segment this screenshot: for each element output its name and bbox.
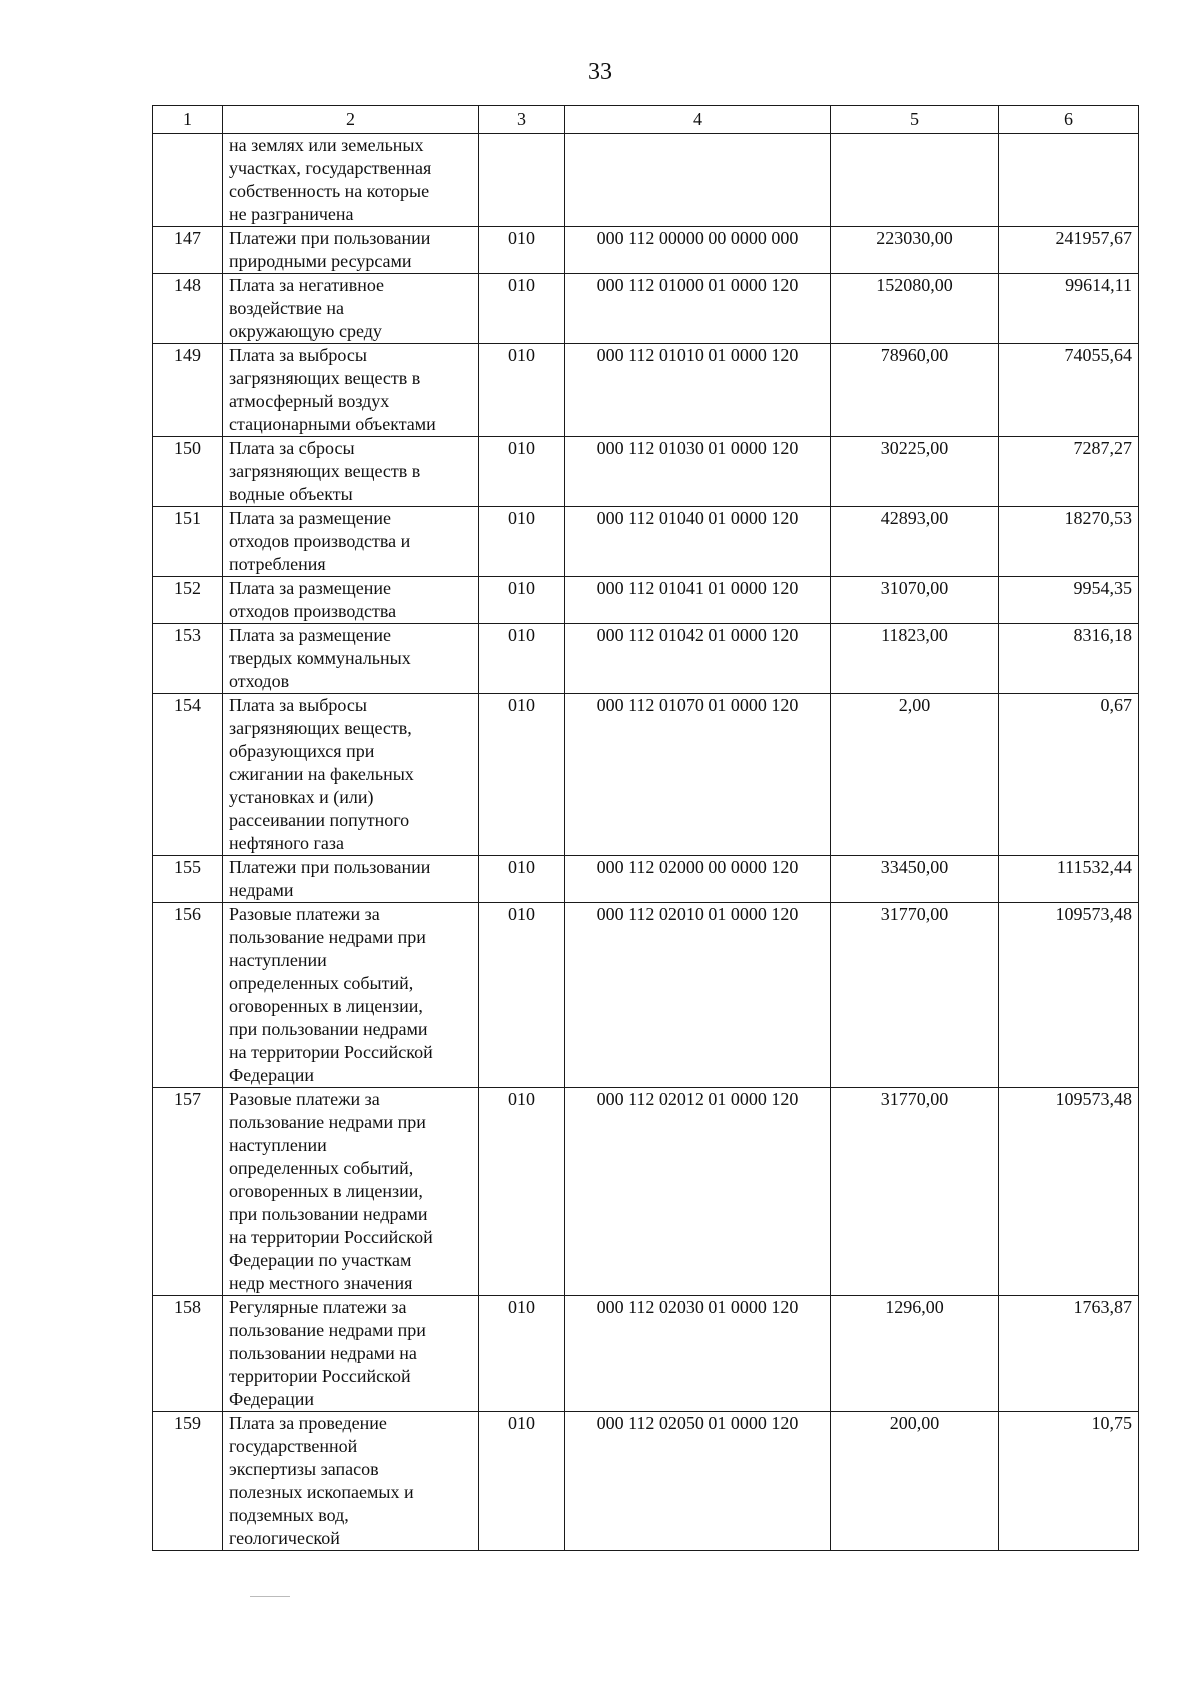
table-row <box>153 134 1139 227</box>
row-name-line: природными ресурсами <box>229 251 412 271</box>
row-name <box>223 577 479 624</box>
row-col5-value: 31770,00 <box>831 1088 999 1296</box>
table-row <box>153 694 1139 856</box>
row-col3-code: 010 <box>479 227 565 274</box>
row-name-line: недрами <box>229 880 294 900</box>
row-col3-code: 010 <box>479 624 565 694</box>
row-col5-value: 33450,00 <box>831 856 999 903</box>
row-name-line: пользовании недрами на <box>229 1343 417 1363</box>
row-name-line: определенных событий, <box>229 1158 414 1178</box>
row-col6-value: 109573,48 <box>999 1088 1139 1296</box>
table-row <box>153 437 1139 507</box>
row-name-line: образующихся при <box>229 741 375 761</box>
row-name-line: на территории Российской <box>229 1227 433 1247</box>
table-header-row <box>153 106 1139 134</box>
row-col6-value: 241957,67 <box>999 227 1139 274</box>
row-budget-code: 000 112 02010 01 0000 120 <box>565 903 831 1088</box>
row-name-line: водные объекты <box>229 484 353 504</box>
row-budget-code: 000 112 02000 00 0000 120 <box>565 856 831 903</box>
row-budget-code: 000 112 02012 01 0000 120 <box>565 1088 831 1296</box>
row-name-line: при пользовании недрами <box>229 1204 428 1224</box>
row-number: 148 <box>153 274 223 344</box>
table-row <box>153 344 1139 437</box>
row-name <box>223 856 479 903</box>
row-name-line: загрязняющих веществ в <box>229 461 421 481</box>
row-name <box>223 344 479 437</box>
row-budget-code: 000 112 02030 01 0000 120 <box>565 1296 831 1412</box>
row-col6-value <box>999 134 1139 227</box>
revenue-table <box>152 105 1139 1551</box>
row-number: 159 <box>153 1412 223 1551</box>
row-name-line: потребления <box>229 554 326 574</box>
row-col6-value: 0,67 <box>999 694 1139 856</box>
row-col6-value: 109573,48 <box>999 903 1139 1088</box>
row-budget-code: 000 112 01040 01 0000 120 <box>565 507 831 577</box>
row-number <box>153 134 223 227</box>
row-name-line: Разовые платежи за <box>229 1089 380 1109</box>
row-name-line: загрязняющих веществ, <box>229 718 412 738</box>
row-col5-value: 1296,00 <box>831 1296 999 1412</box>
row-col6-value: 18270,53 <box>999 507 1139 577</box>
table-row <box>153 903 1139 1088</box>
row-name-line: Платежи при пользовании <box>229 228 431 248</box>
row-budget-code: 000 112 01000 01 0000 120 <box>565 274 831 344</box>
row-col6-value: 8316,18 <box>999 624 1139 694</box>
row-budget-code: 000 112 02050 01 0000 120 <box>565 1412 831 1551</box>
row-name-line: участках, государственная <box>229 158 432 178</box>
row-budget-code: 000 112 01030 01 0000 120 <box>565 437 831 507</box>
row-name-line: установках и (или) <box>229 787 374 807</box>
column-header: 4 <box>565 106 831 134</box>
row-col6-value: 7287,27 <box>999 437 1139 507</box>
row-name-line: не разграничена <box>229 204 354 224</box>
row-col3-code: 010 <box>479 274 565 344</box>
row-name-line: отходов производства и <box>229 531 411 551</box>
table-row <box>153 856 1139 903</box>
row-name <box>223 1296 479 1412</box>
row-name-line: наступлении <box>229 950 327 970</box>
row-name-line: недр местного значения <box>229 1273 413 1293</box>
row-col3-code <box>479 134 565 227</box>
row-col3-code: 010 <box>479 903 565 1088</box>
column-header: 6 <box>999 106 1139 134</box>
row-col5-value: 152080,00 <box>831 274 999 344</box>
row-col5-value: 2,00 <box>831 694 999 856</box>
row-number: 158 <box>153 1296 223 1412</box>
row-number: 156 <box>153 903 223 1088</box>
row-col5-value: 31770,00 <box>831 903 999 1088</box>
row-name-line: Регулярные платежи за <box>229 1297 407 1317</box>
row-name <box>223 437 479 507</box>
row-col5-value: 11823,00 <box>831 624 999 694</box>
row-name-line: Федерации <box>229 1389 315 1409</box>
row-name-line: экспертизы запасов <box>229 1459 379 1479</box>
row-name-line: на территории Российской <box>229 1042 433 1062</box>
row-number: 157 <box>153 1088 223 1296</box>
row-name-line: воздействие на <box>229 298 345 318</box>
row-name-line: государственной <box>229 1436 358 1456</box>
row-name-line: Платежи при пользовании <box>229 857 431 877</box>
row-name-line: пользование недрами при <box>229 927 426 947</box>
row-name <box>223 903 479 1088</box>
row-budget-code: 000 112 01041 01 0000 120 <box>565 577 831 624</box>
row-number: 151 <box>153 507 223 577</box>
row-col3-code: 010 <box>479 1296 565 1412</box>
row-name <box>223 507 479 577</box>
row-name <box>223 134 479 227</box>
row-col3-code: 010 <box>479 344 565 437</box>
row-col5-value: 200,00 <box>831 1412 999 1551</box>
row-budget-code: 000 112 01042 01 0000 120 <box>565 624 831 694</box>
row-name-line: загрязняющих веществ в <box>229 368 421 388</box>
row-name-line: Федерации по участкам <box>229 1250 412 1270</box>
row-col3-code: 010 <box>479 577 565 624</box>
row-number: 147 <box>153 227 223 274</box>
row-col3-code: 010 <box>479 437 565 507</box>
column-header: 5 <box>831 106 999 134</box>
row-name-line: Плата за проведение <box>229 1413 387 1433</box>
row-name <box>223 1088 479 1296</box>
table-body <box>153 134 1139 1551</box>
row-col5-value: 31070,00 <box>831 577 999 624</box>
row-name-line: нефтяного газа <box>229 833 344 853</box>
row-col6-value: 74055,64 <box>999 344 1139 437</box>
row-name-line: Плата за размещение <box>229 578 392 598</box>
column-header: 1 <box>153 106 223 134</box>
row-budget-code <box>565 134 831 227</box>
row-name-line: территории Российской <box>229 1366 411 1386</box>
row-budget-code: 000 112 00000 00 0000 000 <box>565 227 831 274</box>
row-name <box>223 624 479 694</box>
row-name <box>223 694 479 856</box>
table-row <box>153 577 1139 624</box>
row-name-line: оговоренных в лицензии, <box>229 1181 423 1201</box>
row-name-line: определенных событий, <box>229 973 414 993</box>
row-name-line: геологической <box>229 1528 340 1548</box>
row-col5-value: 223030,00 <box>831 227 999 274</box>
table-row <box>153 227 1139 274</box>
row-budget-code: 000 112 01070 01 0000 120 <box>565 694 831 856</box>
row-name-line: твердых коммунальных <box>229 648 411 668</box>
row-name-line: Плата за размещение <box>229 508 392 528</box>
row-name-line: собственность на которые <box>229 181 430 201</box>
table-row <box>153 1296 1139 1412</box>
row-col5-value: 78960,00 <box>831 344 999 437</box>
row-name-line: отходов <box>229 671 290 691</box>
row-number: 153 <box>153 624 223 694</box>
row-name <box>223 227 479 274</box>
row-name-line: отходов производства <box>229 601 397 621</box>
row-name-line: при пользовании недрами <box>229 1019 428 1039</box>
row-number: 155 <box>153 856 223 903</box>
row-name-line: Федерации <box>229 1065 315 1085</box>
row-col6-value: 99614,11 <box>999 274 1139 344</box>
table-row <box>153 624 1139 694</box>
row-col3-code: 010 <box>479 1412 565 1551</box>
row-name-line: стационарными объектами <box>229 414 436 434</box>
row-number: 154 <box>153 694 223 856</box>
row-col3-code: 010 <box>479 856 565 903</box>
row-col6-value: 10,75 <box>999 1412 1139 1551</box>
row-budget-code: 000 112 01010 01 0000 120 <box>565 344 831 437</box>
row-name-line: Плата за выбросы <box>229 695 367 715</box>
row-name-line: Разовые платежи за <box>229 904 380 924</box>
row-name-line: пользование недрами при <box>229 1112 426 1132</box>
row-name <box>223 1412 479 1551</box>
row-name-line: полезных ископаемых и <box>229 1482 414 1502</box>
row-name-line: наступлении <box>229 1135 327 1155</box>
table-row <box>153 1088 1139 1296</box>
row-col6-value: 9954,35 <box>999 577 1139 624</box>
row-col6-value: 1763,87 <box>999 1296 1139 1412</box>
row-name-line: на землях или земельных <box>229 135 424 155</box>
row-col3-code: 010 <box>479 507 565 577</box>
row-name-line: Плата за размещение <box>229 625 392 645</box>
table-row <box>153 507 1139 577</box>
row-name-line: Плата за негативное <box>229 275 385 295</box>
row-name-line: сжигании на факельных <box>229 764 414 784</box>
row-name-line: пользование недрами при <box>229 1320 426 1340</box>
row-name-line: подземных вод, <box>229 1505 349 1525</box>
row-name <box>223 274 479 344</box>
row-col3-code: 010 <box>479 694 565 856</box>
page-number: 33 <box>588 59 612 85</box>
column-header: 3 <box>479 106 565 134</box>
row-name-line: рассеивании попутного <box>229 810 410 830</box>
row-name-line: Плата за сбросы <box>229 438 355 458</box>
row-col5-value: 42893,00 <box>831 507 999 577</box>
row-number: 152 <box>153 577 223 624</box>
row-number: 150 <box>153 437 223 507</box>
table-row <box>153 274 1139 344</box>
row-col6-value: 111532,44 <box>999 856 1139 903</box>
row-col3-code: 010 <box>479 1088 565 1296</box>
row-col5-value <box>831 134 999 227</box>
row-name-line: окружающую среду <box>229 321 382 341</box>
row-name-line: оговоренных в лицензии, <box>229 996 423 1016</box>
table-row <box>153 1412 1139 1551</box>
row-col5-value: 30225,00 <box>831 437 999 507</box>
row-name-line: атмосферный воздух <box>229 391 390 411</box>
column-header: 2 <box>223 106 479 134</box>
row-number: 149 <box>153 344 223 437</box>
row-name-line: Плата за выбросы <box>229 345 367 365</box>
footer-mark <box>250 1596 290 1597</box>
